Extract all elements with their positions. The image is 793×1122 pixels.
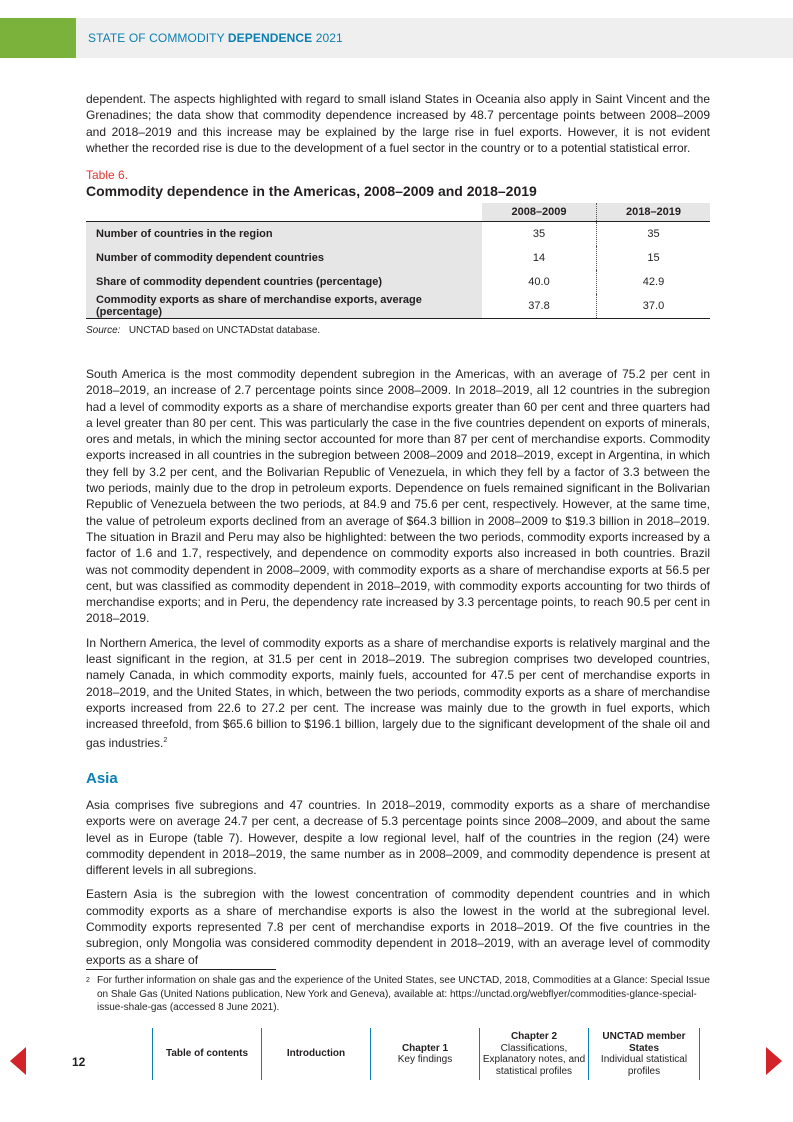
nav-label: Table of contents <box>165 1048 249 1060</box>
table-row <box>86 246 710 270</box>
column-header-2018: 2018–2019 <box>597 203 711 222</box>
footnote-divider <box>86 969 276 970</box>
row-label: Number of commodity dependent countries <box>86 246 482 270</box>
asia-heading: Asia <box>86 770 118 787</box>
previous-page-arrow-icon[interactable] <box>10 1047 26 1075</box>
nav-label: Introduction <box>286 1048 346 1060</box>
running-header: STATE OF COMMODITY DEPENDENCE 2021 <box>88 31 343 45</box>
row-label: Commodity exports as share of merchandise exports, average (percentage) <box>86 294 482 319</box>
intro-section <box>86 91 710 156</box>
americas-section <box>86 366 710 751</box>
cell-value: 35 <box>482 222 597 247</box>
nav-introduction[interactable] <box>262 1028 370 1080</box>
intro-paragraph: dependent. The aspects highlighted with regard to small island States in Oceania also apply in Saint Vincent and the Grenadines; the data show that commodity dependence increased by 48.7 percentage points between 2008–2009 and 2018–2019 and this increase may be explained by the large rise in fuel exports. However, it is not evident whether the recorded rise is due to the development of a fuel sector in the country or to a potential statistical error. <box>86 92 710 155</box>
nav-sublabel: profiles <box>627 1065 661 1077</box>
cell-value: 42.9 <box>597 270 711 294</box>
table-row <box>86 294 710 319</box>
table-source: Source: UNCTAD based on UNCTADstat database. <box>86 325 321 336</box>
asia-paragraph: Asia comprises five subregions and 47 countries. In 2018–2019, commodity exports as a share of merchandise exports were on average 24.7 per cent, a decrease of 5.3 percentage points since 2008–2009, and about the same level as in Europe (table 7). However, despite a low regional level, half of the countries in the region (24) were commodity dependent in 2018–2019, the same number as in 2008–2009, and commodity dependence is present at different levels in all subregions. <box>86 798 710 878</box>
nav-sublabel: Classifications, <box>500 1042 568 1054</box>
table-corner <box>86 203 482 222</box>
nav-sublabel: statistical profiles <box>495 1065 573 1077</box>
cell-value: 15 <box>597 246 711 270</box>
footnote-ref[interactable]: 2 <box>163 736 168 744</box>
cell-value: 14 <box>532 252 546 264</box>
commodity-table <box>86 203 710 319</box>
row-label: Share of commodity dependent countries (percentage) <box>86 270 482 294</box>
nav-chapter-2[interactable] <box>480 1028 588 1080</box>
table-label: Table 6. <box>86 168 129 182</box>
asia-section <box>86 770 710 968</box>
south-america-paragraph: South America is the most commodity dependent subregion in the Americas, with an average of 75.2 per cent in 2018–2019, an increase of 2.7 percentage points since 2008–2009. In 2018–2019, all 12 countries in the subregion had a level of commodity exports as a share of merchandise exports greater than 60 per cent and three quarters had a level greater than 80 per cent. This was particularly the case in the five countries dependent on exports of minerals, ores and metals, in which the mining sector accounted for more than 87 per cent of merchandise exports. Commodity exports increased in all countries in the subregion between 2008–2009 and 2018–2019, except in Argentina, in which they fell by 3.2 per cent, and the Bolivarian Republic of Venezuela, in which they fell by a factor of 3.3 between the two periods, mainly due to the drop in petroleum exports. Dependence on fuels remained significant in the Bolivarian Republic of Venezuela between the two periods, at 84.9 and 75.6 per cent, respectively. However, at the same time, the value of petroleum exports declined from an average of $64.3 billion in 2008–2009 to $19.3 billion in 2018–2019. The situation in Brazil and Peru may also be highlighted: between the two periods, commodity exports increased by a factor of 1.6 and 1.7, respectively, and dependence on commodity exports also increased in both countries. Brazil was not commodity dependent in 2008–2009, with commodity exports as a share of merchandise exports at 56.5 per cent, but was classified as commodity dependent in 2018–2019, with commodity exports accounting for two thirds of merchandise exports; and in Peru, the dependency rate increased by 3.3 percentage points, to reach 90.5 per cent in 2018–2019. <box>86 367 710 626</box>
nav-sublabel: Explanatory notes, and <box>482 1054 586 1065</box>
footnote <box>86 974 710 1015</box>
column-header-2008: 2008–2009 <box>482 203 597 222</box>
footnote-text: For further information on shale gas and the experience of the United States, see UNCTAD, 2018, Commodities at a Glance: Special Issue on Shale Gas (United Nations publication, New York and Geneva), available at: https://unctad.org/webflyer/commodities-glance-special-issue-shale-gas (accessed 8 June 2021). <box>97 975 710 1013</box>
table-section <box>86 168 710 336</box>
page-number: 12 <box>72 1055 86 1069</box>
row-label: Number of countries in the region <box>86 222 482 247</box>
nav-sublabel: Individual statistical <box>600 1054 688 1065</box>
cell-value: 35 <box>597 222 711 247</box>
nav-sublabel: Key findings <box>397 1054 453 1065</box>
cell-value: 40.0 <box>528 276 550 288</box>
header-accent-bar <box>0 18 76 58</box>
header-band <box>0 18 793 58</box>
table-row <box>86 222 710 247</box>
nav-label: Chapter 1 <box>401 1042 449 1054</box>
table-row <box>86 270 710 294</box>
nav-label: Chapter 2 <box>510 1031 558 1042</box>
cell-value: 37.8 <box>482 294 597 319</box>
nav-divider <box>699 1028 700 1080</box>
table-title: Commodity dependence in the Americas, 2008–2009 and 2018–2019 <box>86 183 537 199</box>
footnote-marker: 2 <box>86 977 90 984</box>
nav-table-of-contents[interactable] <box>153 1028 261 1080</box>
next-page-arrow-icon[interactable] <box>766 1047 782 1075</box>
eastern-asia-paragraph: Eastern Asia is the subregion with the lowest concentration of commodity dependent countries and in which commodity exports as a share of merchandise exports is also the lowest in the world at the subregional level. Commodity exports represented 7.8 per cent of merchandise exports in 2018–2019. Of the five countries in the subregion, only Mongolia was considered commodity dependent in 2018–2019, with an average level of commodity exports as a share of <box>86 887 710 967</box>
nav-chapter-1[interactable] <box>371 1028 479 1080</box>
northern-america-paragraph: In Northern America, the level of commodity exports as a share of merchandise exports is relatively marginal and the least significant in the region, at 31.5 per cent in 2018–2019. The subregion comprises two developed countries, namely Canada, in which commodity exports, mainly fuels, accounted for 47.5 per cent of merchandise exports in 2018–2019, and the United States, in which, between the two periods, commodity exports as a share of merchandise exports increased from 22.6 to 27.2 per cent. The increase was mainly due to the growth in fuel exports, which increased threefold, from $65.6 billion to $196.1 billion, largely due to the significant development of the shale oil and gas industries.$^2$ <box>86 635 710 750</box>
nav-unctad-member-states[interactable] <box>589 1028 699 1080</box>
cell-value: 37.0 <box>597 294 711 319</box>
nav-label: UNCTAD member States <box>602 1031 686 1054</box>
